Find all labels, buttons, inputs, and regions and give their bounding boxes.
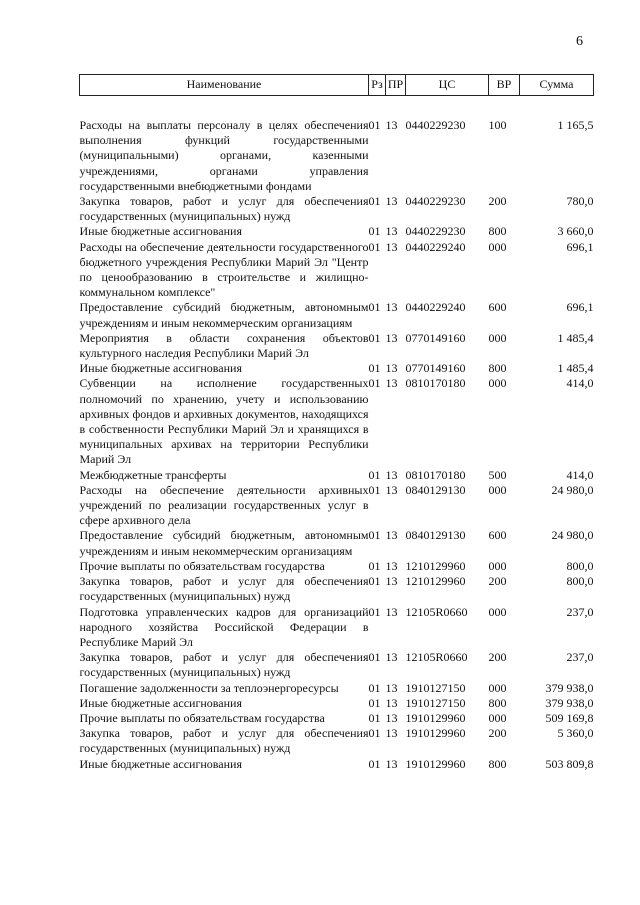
table-row (80, 194, 594, 224)
cell-vr: 800 (488, 756, 507, 771)
cell-pr: 13 (385, 710, 398, 725)
table-row (80, 726, 594, 756)
cell-pr: 13 (385, 726, 398, 741)
cell-sum: 414,0 (566, 467, 594, 482)
cell-cs: 0840129130 (405, 482, 466, 497)
cell-name: Расходы на обеспечение деятельности архивных учреждений по реализации государственных услуг в сфере архивного дела (79, 482, 369, 528)
cell-vr: 100 (488, 118, 507, 132)
cell-pr: 13 (385, 118, 398, 132)
cell-name: Закупка товаров, работ и услуг для обеспечения государственных (муниципальных) нужд (79, 194, 369, 224)
cell-cs: 0810170180 (405, 376, 466, 391)
cell-vr: 600 (488, 300, 507, 315)
table-row (80, 483, 594, 529)
cell-sum: 503 809,8 (545, 756, 594, 771)
cell-pr: 13 (385, 604, 398, 619)
cell-sum: 24 980,0 (551, 528, 594, 543)
cell-sum: 237,0 (566, 604, 594, 619)
cell-cs: 1210129960 (405, 558, 466, 573)
cell-vr: 000 (488, 558, 507, 573)
cell-sum: 509 169,8 (545, 710, 594, 725)
cell-pr: 13 (385, 650, 398, 665)
table-row (80, 224, 594, 239)
cell-rz: 01 (368, 239, 381, 254)
cell-sum: 414,0 (566, 376, 594, 391)
cell-pr: 13 (385, 194, 398, 209)
cell-name: Мероприятия в области сохранения объектов культурного наследия Республики Марий Эл (79, 330, 369, 361)
cell-cs: 1910129960 (405, 726, 466, 741)
table-row (80, 696, 594, 711)
cell-vr: 200 (488, 574, 507, 589)
cell-name: Иные бюджетные ассигнования (79, 361, 242, 376)
table-row (80, 331, 594, 361)
table-row (80, 376, 594, 467)
cell-cs: 1210129960 (405, 574, 466, 589)
table-body (80, 96, 594, 772)
cell-sum: 237,0 (566, 650, 594, 665)
header-sum: Сумма (520, 75, 594, 96)
cell-sum: 3 660,0 (557, 224, 594, 239)
table-row (80, 559, 594, 574)
cell-rz: 01 (368, 330, 381, 345)
header-rz: Рз (369, 75, 386, 96)
cell-vr: 000 (488, 330, 507, 345)
cell-rz: 01 (368, 604, 381, 619)
cell-vr: 600 (488, 528, 507, 543)
cell-pr: 13 (385, 467, 398, 482)
cell-pr: 13 (385, 330, 398, 345)
table-row (80, 681, 594, 696)
cell-cs: 1910127150 (405, 680, 466, 695)
table-row (80, 757, 594, 772)
cell-vr: 800 (488, 695, 507, 710)
cell-name: Закупка товаров, работ и услуг для обеспечения государственных (муниципальных) нужд (79, 574, 369, 604)
cell-rz: 01 (368, 756, 381, 771)
cell-name: Закупка товаров, работ и услуг для обеспечения государственных (муниципальных) нужд (79, 726, 369, 756)
cell-name: Предоставление субсидий бюджетным, автономным учреждениям и иным некоммерческим организациям (79, 528, 369, 558)
cell-pr: 13 (385, 558, 398, 573)
cell-rz: 01 (368, 224, 381, 239)
page-number: 6 (576, 34, 583, 49)
cell-name: Межбюджетные трансферты (79, 467, 227, 482)
cell-sum: 780,0 (566, 194, 594, 209)
cell-rz: 01 (368, 680, 381, 695)
cell-pr: 13 (385, 695, 398, 710)
table-row (80, 711, 594, 726)
cell-name: Иные бюджетные ассигнования (79, 756, 242, 771)
cell-cs: 0440229240 (405, 239, 466, 254)
header-vr: ВР (489, 75, 520, 96)
cell-vr: 000 (488, 680, 507, 695)
cell-pr: 13 (385, 482, 398, 497)
cell-vr: 200 (488, 194, 507, 209)
cell-vr: 800 (488, 361, 507, 376)
cell-pr: 13 (385, 528, 398, 543)
cell-name: Расходы на выплаты персоналу в целях обеспечения выполнения функций государственными (муниципальными) органами, казенными учреждениями, органами управления государственными внебюджетными фондами (79, 118, 369, 193)
cell-name: Предоставление субсидий бюджетным, автономным учреждениям и иным некоммерческим организациям (79, 300, 369, 330)
cell-pr: 13 (385, 361, 398, 376)
cell-pr: 13 (385, 224, 398, 239)
header-cs: ЦС (406, 75, 489, 96)
table-row (80, 528, 594, 558)
cell-sum: 696,1 (566, 239, 594, 254)
table-row (80, 96, 594, 195)
cell-pr: 13 (385, 574, 398, 589)
cell-rz: 01 (368, 361, 381, 376)
cell-rz: 01 (368, 574, 381, 589)
table-row (80, 650, 594, 680)
cell-cs: 0810170180 (405, 467, 466, 482)
cell-cs: 1910129960 (405, 710, 466, 725)
cell-name: Погашение задолженности за теплоэнергоресурсы (79, 680, 339, 695)
cell-vr: 000 (488, 604, 507, 619)
cell-cs: 0840129130 (405, 528, 466, 543)
cell-sum: 800,0 (566, 558, 594, 573)
cell-rz: 01 (368, 300, 381, 315)
cell-vr: 800 (488, 224, 507, 239)
cell-rz: 01 (368, 558, 381, 573)
header-pr: ПР (386, 75, 406, 96)
cell-rz: 01 (368, 695, 381, 710)
cell-cs: 0440229230 (405, 194, 466, 209)
cell-name: Иные бюджетные ассигнования (79, 224, 242, 239)
cell-cs: 0770149160 (405, 361, 466, 376)
cell-vr: 000 (488, 376, 507, 391)
table-row (80, 300, 594, 330)
cell-vr: 000 (488, 482, 507, 497)
cell-cs: 0440229230 (405, 118, 466, 132)
cell-vr: 000 (488, 710, 507, 725)
cell-rz: 01 (368, 467, 381, 482)
table-header-row (80, 75, 594, 96)
table-row (80, 468, 594, 483)
cell-name: Закупка товаров, работ и услуг для обеспечения государственных (муниципальных) нужд (79, 650, 369, 680)
table-row (80, 605, 594, 651)
cell-sum: 379 938,0 (545, 680, 594, 695)
cell-cs: 0440229230 (405, 224, 466, 239)
cell-cs: 12105R0660 (405, 650, 468, 665)
cell-rz: 01 (368, 650, 381, 665)
cell-name: Субвенции на исполнение государственных полномочий по хранению, учету и использованию архивных фондов и архивных документов, находящихся в собственности Республики Марий Эл и хранящихся в муниципальных архивах на территории Республики Марий Эл (79, 376, 369, 467)
cell-rz: 01 (368, 710, 381, 725)
cell-sum: 5 360,0 (557, 726, 594, 741)
cell-cs: 12105R0660 (405, 604, 468, 619)
cell-cs: 0770149160 (405, 330, 466, 345)
cell-name: Прочие выплаты по обязательствам государства (79, 558, 325, 573)
cell-pr: 13 (385, 300, 398, 315)
budget-table (79, 74, 594, 772)
cell-cs: 0440229240 (405, 300, 466, 315)
cell-name: Подготовка управленческих кадров для организаций народного хозяйства Российской Федерации в Республике Марий Эл (79, 604, 369, 649)
cell-sum: 379 938,0 (545, 695, 594, 710)
cell-vr: 200 (488, 650, 507, 665)
cell-sum: 1 165,5 (557, 118, 594, 132)
table-row (80, 240, 594, 301)
cell-rz: 01 (368, 528, 381, 543)
cell-name: Иные бюджетные ассигнования (79, 695, 242, 710)
cell-name: Прочие выплаты по обязательствам государства (79, 710, 325, 725)
cell-sum: 1 485,4 (557, 330, 594, 345)
table-row (80, 574, 594, 604)
cell-sum: 1 485,4 (557, 361, 594, 376)
cell-pr: 13 (385, 756, 398, 771)
cell-rz: 01 (368, 726, 381, 741)
cell-cs: 1910127150 (405, 695, 466, 710)
cell-pr: 13 (385, 239, 398, 254)
cell-cs: 1910129960 (405, 756, 466, 771)
cell-vr: 000 (488, 239, 507, 254)
cell-pr: 13 (385, 376, 398, 391)
cell-rz: 01 (368, 376, 381, 391)
table-row (80, 361, 594, 376)
cell-rz: 01 (368, 118, 381, 132)
cell-vr: 200 (488, 726, 507, 741)
cell-sum: 800,0 (566, 574, 594, 589)
cell-pr: 13 (385, 680, 398, 695)
cell-vr: 500 (488, 467, 507, 482)
header-name: Наименование (80, 75, 369, 96)
cell-rz: 01 (368, 194, 381, 209)
cell-rz: 01 (368, 482, 381, 497)
cell-sum: 24 980,0 (551, 482, 594, 497)
cell-sum: 696,1 (566, 300, 594, 315)
cell-name: Расходы на обеспечение деятельности государственного бюджетного учреждения Республики Марий Эл "Центр по ценообразованию в строительстве и жилищно-коммунальном комплексе" (79, 239, 369, 300)
